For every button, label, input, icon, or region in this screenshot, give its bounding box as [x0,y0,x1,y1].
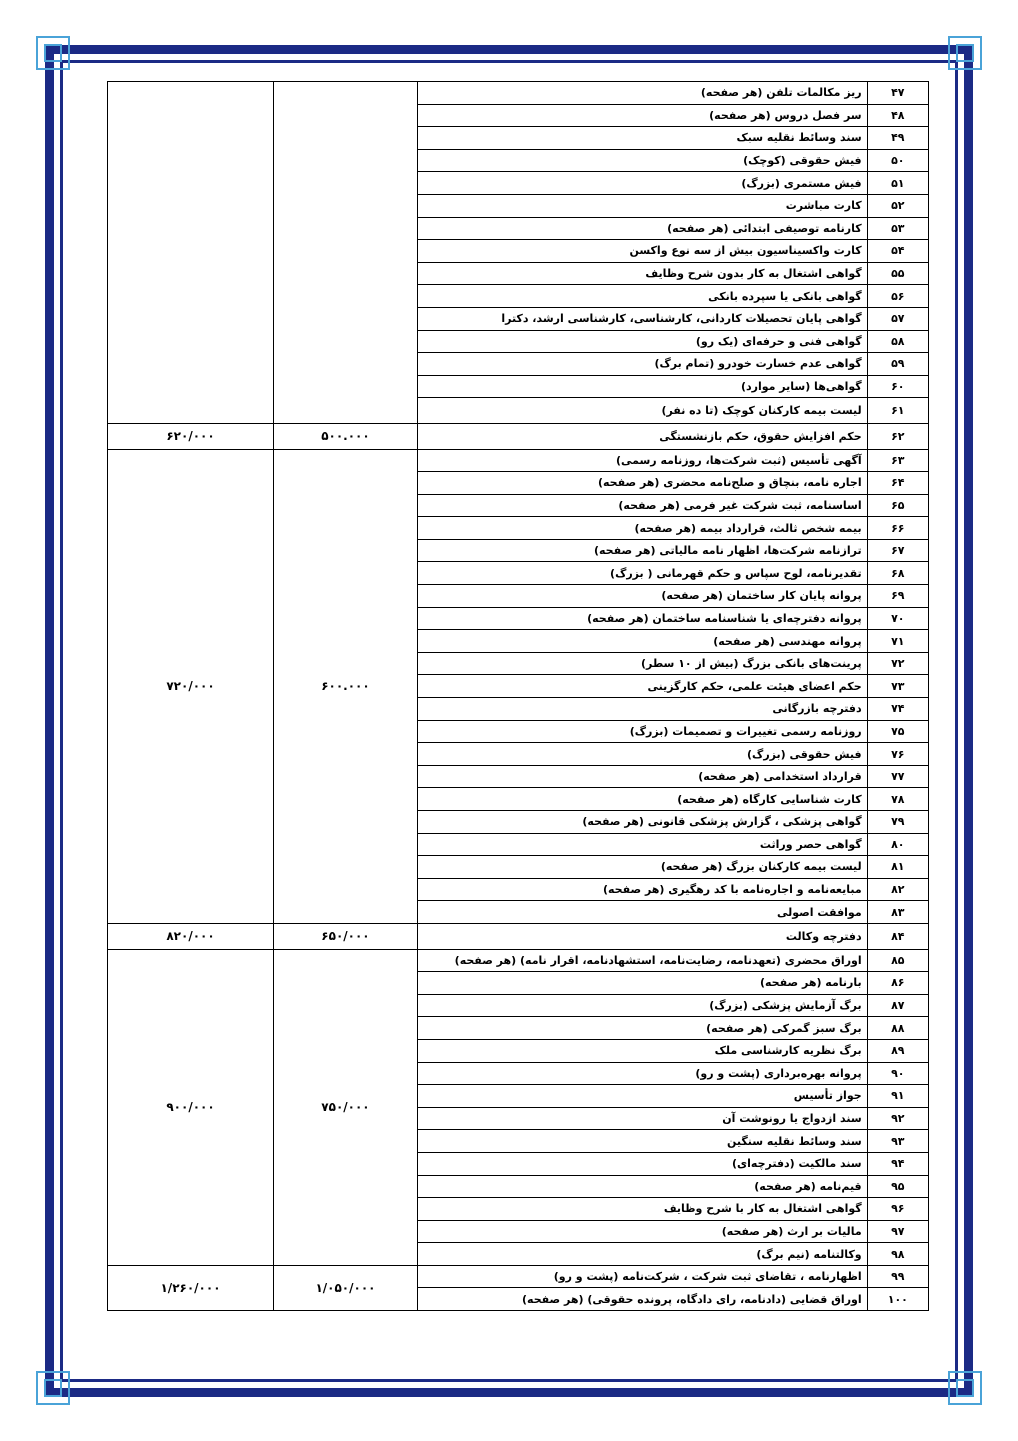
row-number: ۸۲ [867,878,928,901]
document-title: کارت واکسیناسیون بیش از سه نوع واکسن [417,240,867,263]
row-number: ۵۱ [867,172,928,195]
document-title: پروانه بهره‌برداری (پشت و رو) [417,1062,867,1085]
price-column-1: ۶۰۰.۰۰۰ [274,449,418,923]
row-number: ۸۰ [867,833,928,856]
row-number: ۹۰ [867,1062,928,1085]
table-row [108,423,929,449]
row-number: ۶۲ [867,423,928,449]
row-number: ۶۵ [867,494,928,517]
row-number: ۸۷ [867,994,928,1017]
document-title: مبایعه‌نامه و اجاره‌نامه با کد رهگیری (هر صفحه) [417,878,867,901]
document-title: اوراق قضایی (دادنامه، رای دادگاه، پرونده حقوقی) (هر صفحه) [417,1288,867,1311]
document-title: بیمه شخص ثالث، قرارداد بیمه (هر صفحه) [417,517,867,540]
price-column-1 [274,82,418,424]
document-title: کارنامه توصیفی ابتدائی (هر صفحه) [417,217,867,240]
row-number: ۹۸ [867,1243,928,1266]
document-title: پروانه دفترچه‌ای یا شناسنامه ساختمان (هر صفحه) [417,607,867,630]
row-number: ۹۵ [867,1175,928,1198]
row-number: ۵۲ [867,194,928,217]
row-number: ۶۰ [867,375,928,398]
row-number: ۶۳ [867,449,928,472]
document-title: سند مالکیت (دفترچه‌ای) [417,1152,867,1175]
row-number: ۷۱ [867,630,928,653]
document-title: جواز تأسیس [417,1085,867,1108]
document-title: آگهی تأسیس (ثبت شرکت‌ها، روزنامه رسمی) [417,449,867,472]
row-number: ۴۹ [867,127,928,150]
row-number: ۶۹ [867,585,928,608]
table-row [108,949,929,972]
document-title: اوراق محضری (تعهدنامه، رضایت‌نامه، استشهادنامه، اقرار نامه) (هر صفحه) [417,949,867,972]
document-title: گواهی پایان تحصیلات کاردانی، کارشناسی، کارشناسی ارشد، دکترا [417,307,867,330]
row-number: ۸۱ [867,856,928,879]
document-title: سند ازدواج یا رونوشت آن [417,1107,867,1130]
document-title: بارنامه (هر صفحه) [417,972,867,995]
row-number: ۵۷ [867,307,928,330]
row-number: ۸۶ [867,972,928,995]
row-number: ۶۱ [867,398,928,424]
document-title: گواهی عدم خسارت خودرو (تمام برگ) [417,353,867,376]
price-column-1: ۶۵۰/۰۰۰ [274,923,418,949]
corner-ornament-bottom-left [36,1371,70,1405]
row-number: ۵۰ [867,149,928,172]
row-number: ۷۶ [867,743,928,766]
price-column-1: ۷۵۰/۰۰۰ [274,949,418,1265]
document-title: حکم اعضای هیئت علمی، حکم کارگزینی [417,675,867,698]
document-title: ریز مکالمات تلفن (هر صفحه) [417,82,867,105]
row-number: ۵۴ [867,240,928,263]
document-title: پروانه پایان کار ساختمان (هر صفحه) [417,585,867,608]
document-title: اظهارنامه ، تقاضای ثبت شرکت ، شرکت‌نامه (پشت و رو) [417,1265,867,1288]
document-title: لیست بیمه کارکنان کوچک (تا ده نفر) [417,398,867,424]
fee-table [107,81,929,1311]
document-title: موافقت اصولی [417,901,867,924]
document-title: کارت مباشرت [417,194,867,217]
price-column-2: ۶۲۰/۰۰۰ [108,423,274,449]
table-row [108,82,929,105]
price-column-2 [108,82,274,424]
document-title: برگ نظریه کارشناسی ملک [417,1039,867,1062]
document-title: اساسنامه، ثبت شرکت غیر فرمی (هر صفحه) [417,494,867,517]
document-title: فیش حقوقی (کوچک) [417,149,867,172]
row-number: ۹۴ [867,1152,928,1175]
document-title: پروانه مهندسی (هر صفحه) [417,630,867,653]
row-number: ۹۲ [867,1107,928,1130]
row-number: ۶۷ [867,539,928,562]
document-title: حکم افزایش حقوق، حکم بازنشستگی [417,423,867,449]
row-number: ۸۵ [867,949,928,972]
document-title: گواهی‌ها (سایر موارد) [417,375,867,398]
price-column-2: ۷۲۰/۰۰۰ [108,449,274,923]
document-title: سند وسائط نقلیه سنگین [417,1130,867,1153]
document-title: سند وسائط نقلیه سبک [417,127,867,150]
row-number: ۹۱ [867,1085,928,1108]
corner-ornament-bottom-right [948,1371,982,1405]
document-title: گواهی فنی و حرفه‌ای (یک رو) [417,330,867,353]
row-number: ۸۳ [867,901,928,924]
row-number: ۵۳ [867,217,928,240]
row-number: ۶۴ [867,472,928,495]
table-row [108,1265,929,1288]
row-number: ۷۸ [867,788,928,811]
document-title: گواهی حصر وراثت [417,833,867,856]
row-number: ۷۵ [867,720,928,743]
row-number: ۷۹ [867,811,928,834]
row-number: ۷۳ [867,675,928,698]
document-title: مالیات بر ارث (هر صفحه) [417,1220,867,1243]
price-column-1: ۱/۰۵۰/۰۰۰ [274,1265,418,1310]
row-number: ۸۸ [867,1017,928,1040]
price-column-1: ۵۰۰.۰۰۰ [274,423,418,449]
document-title: روزنامه رسمی تغییرات و تصمیمات (بزرگ) [417,720,867,743]
row-number: ۵۶ [867,285,928,308]
document-title: فیش حقوقی (بزرگ) [417,743,867,766]
row-number: ۷۲ [867,652,928,675]
document-title: ترازنامه شرکت‌ها، اظهار نامه مالیاتی (هر صفحه) [417,539,867,562]
row-number: ۴۷ [867,82,928,105]
row-number: ۸۴ [867,923,928,949]
document-title: برگ آزمایش پزشکی (بزرگ) [417,994,867,1017]
row-number: ۱۰۰ [867,1288,928,1311]
document-title: پرینت‌های بانکی بزرگ (بیش از ۱۰ سطر) [417,652,867,675]
price-column-2: ۸۲۰/۰۰۰ [108,923,274,949]
document-title: تقدیرنامه، لوح سپاس و حکم قهرمانی ( بزرگ) [417,562,867,585]
document-title: قیم‌نامه (هر صفحه) [417,1175,867,1198]
table-row [108,923,929,949]
row-number: ۹۳ [867,1130,928,1153]
row-number: ۸۹ [867,1039,928,1062]
row-number: ۵۵ [867,262,928,285]
corner-ornament-top-left [36,36,70,70]
document-title: دفترچه بازرگانی [417,698,867,721]
row-number: ۷۴ [867,698,928,721]
row-number: ۶۶ [867,517,928,540]
document-title: سر فصل دروس (هر صفحه) [417,104,867,127]
price-column-2: ۹۰۰/۰۰۰ [108,949,274,1265]
table-row [108,449,929,472]
document-title: گواهی بانکی یا سپرده بانکی [417,285,867,308]
document-title: فیش مستمری (بزرگ) [417,172,867,195]
row-number: ۷۰ [867,607,928,630]
document-title: گواهی پزشکی ، گزارش پزشکی قانونی (هر صفحه) [417,811,867,834]
document-title: گواهی اشتغال به کار با شرح وظایف [417,1198,867,1221]
document-title: قرارداد استخدامی (هر صفحه) [417,765,867,788]
row-number: ۵۹ [867,353,928,376]
price-column-2: ۱/۲۶۰/۰۰۰ [108,1265,274,1310]
corner-ornament-top-right [948,36,982,70]
document-title: اجاره نامه، بنچاق و صلح‌نامه محضری (هر صفحه) [417,472,867,495]
row-number: ۹۷ [867,1220,928,1243]
row-number: ۵۸ [867,330,928,353]
row-number: ۹۶ [867,1198,928,1221]
row-number: ۹۹ [867,1265,928,1288]
row-number: ۷۷ [867,765,928,788]
document-title: برگ سبز گمرکی (هر صفحه) [417,1017,867,1040]
document-title: گواهی اشتغال به کار بدون شرح وظایف [417,262,867,285]
row-number: ۶۸ [867,562,928,585]
document-title: لیست بیمه کارکنان بزرگ (هر صفحه) [417,856,867,879]
document-title: کارت شناسایی کارگاه (هر صفحه) [417,788,867,811]
row-number: ۴۸ [867,104,928,127]
document-title: دفترچه وکالت [417,923,867,949]
document-title: وکالتنامه (نیم برگ) [417,1243,867,1266]
